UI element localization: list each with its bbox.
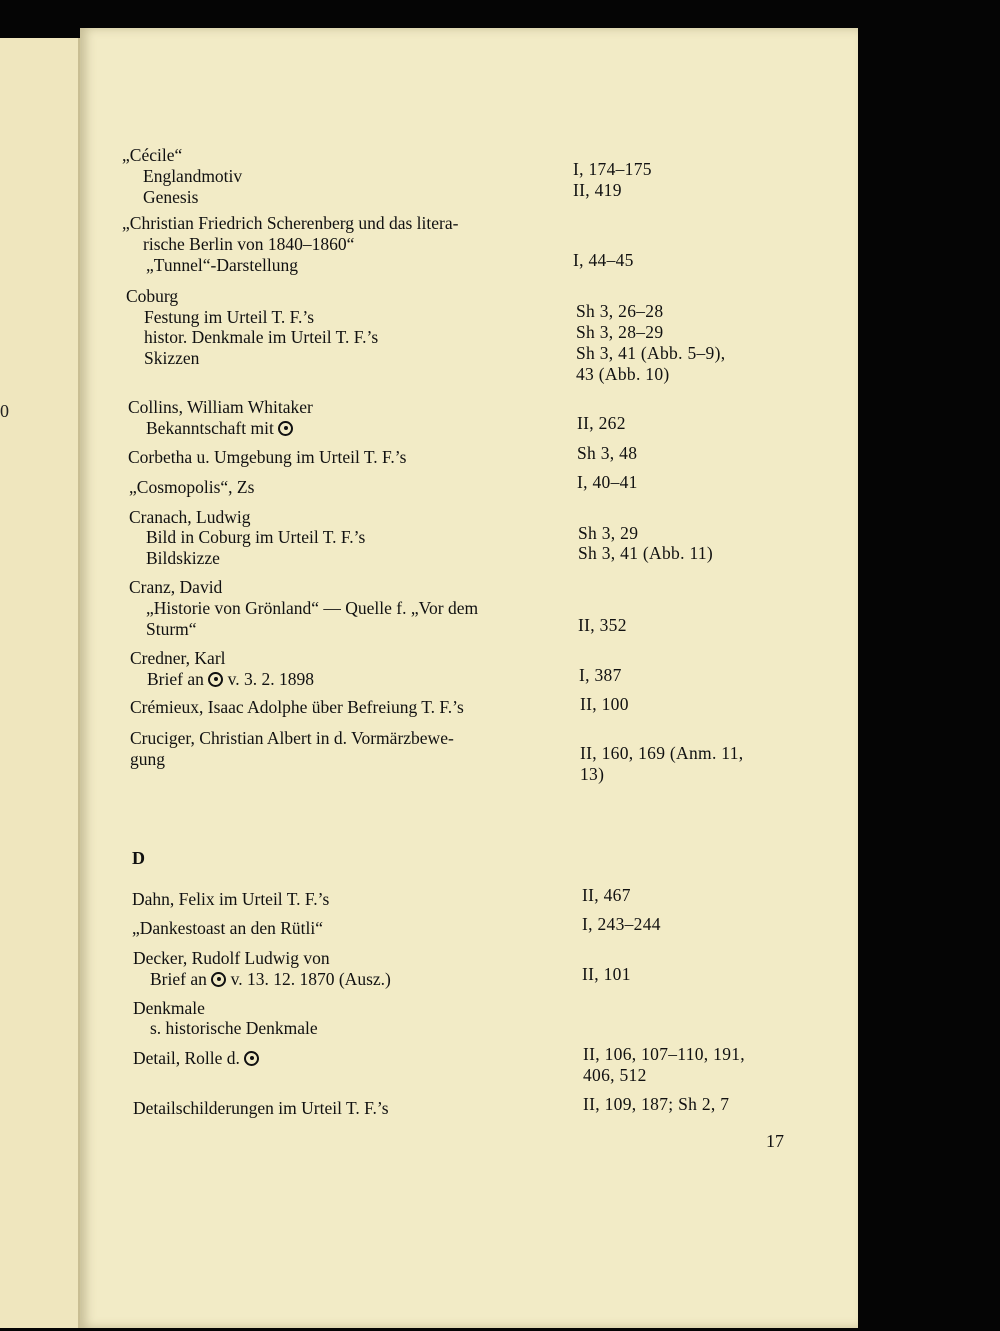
entry-reference: 43 (Abb. 10) bbox=[576, 364, 670, 384]
entry-reference: II, 100 bbox=[580, 694, 629, 714]
entry-heading: Detailschilderungen im Urteil T. F.’s bbox=[133, 1098, 389, 1118]
entry-heading: Denkmale bbox=[133, 998, 205, 1018]
entry-subline bbox=[150, 969, 391, 990]
entry-heading-text: Detail, Rolle d. bbox=[133, 1048, 240, 1068]
page-number: 17 bbox=[766, 1131, 784, 1151]
entry-subline: gung bbox=[130, 749, 165, 769]
entry-subline: Bild in Coburg im Urteil T. F.’s bbox=[146, 527, 366, 547]
entry-subline: „Historie von Grönland“ — Quelle f. „Vor dem bbox=[146, 598, 479, 618]
entry-reference: II, 160, 169 (Anm. 11, bbox=[580, 743, 744, 763]
entry-subline: Sturm“ bbox=[146, 619, 197, 639]
entry-subline bbox=[146, 418, 293, 439]
entry-reference: II, 101 bbox=[582, 964, 631, 984]
entry-subline-text: v. 3. 2. 1898 bbox=[227, 669, 314, 689]
entry-heading: „Christian Friedrich Scherenberg und das litera- bbox=[122, 213, 459, 233]
entry-reference: II, 262 bbox=[577, 413, 626, 433]
entry-subline: „Tunnel“-Darstellung bbox=[146, 255, 298, 275]
entry-subline: rische Berlin von 1840–1860“ bbox=[143, 234, 355, 254]
fontane-circle-icon bbox=[244, 1051, 259, 1066]
entry-heading: Dahn, Felix im Urteil T. F.’s bbox=[132, 889, 330, 909]
entry-subline bbox=[147, 669, 314, 690]
entry-heading: „Cosmopolis“, Zs bbox=[129, 477, 255, 497]
entry-reference: 406, 512 bbox=[583, 1065, 647, 1085]
entry-subline: Englandmotiv bbox=[143, 166, 243, 186]
fontane-circle-icon bbox=[278, 421, 293, 436]
section-letter-heading: D bbox=[132, 848, 145, 868]
entry-subline: Festung im Urteil T. F.’s bbox=[144, 307, 315, 327]
entry-reference: Sh 3, 48 bbox=[577, 443, 638, 463]
entry-subline: Genesis bbox=[143, 187, 199, 207]
entry-subline: histor. Denkmale im Urteil T. F.’s bbox=[144, 327, 379, 347]
entry-heading: Cranz, David bbox=[129, 577, 223, 597]
entry-subline-text: v. 13. 12. 1870 (Ausz.) bbox=[230, 969, 391, 989]
fontane-circle-icon bbox=[211, 972, 226, 987]
entry-reference: Sh 3, 41 (Abb. 5–9), bbox=[576, 343, 726, 363]
entry-heading: „Cécile“ bbox=[122, 145, 183, 165]
entry-reference: I, 40–41 bbox=[577, 472, 638, 492]
entry-reference: I, 243–244 bbox=[582, 914, 661, 934]
entry-reference: II, 109, 187; Sh 2, 7 bbox=[583, 1094, 730, 1114]
entry-reference: 13) bbox=[580, 764, 605, 784]
entry-reference: II, 106, 107–110, 191, bbox=[583, 1044, 745, 1064]
fontane-circle-icon bbox=[208, 672, 223, 687]
entry-heading: Cranach, Ludwig bbox=[129, 507, 251, 527]
entry-reference: Sh 3, 28–29 bbox=[576, 322, 664, 342]
entry-heading: „Dankestoast an den Rütli“ bbox=[132, 918, 323, 938]
entry-reference: Sh 3, 29 bbox=[578, 523, 639, 543]
entry-reference: I, 174–175 bbox=[573, 159, 652, 179]
entry-reference: Sh 3, 41 (Abb. 11) bbox=[578, 543, 714, 563]
entry-reference: II, 419 bbox=[573, 180, 622, 200]
entry-reference: I, 44–45 bbox=[573, 250, 634, 270]
entry-subline: s. historische Denkmale bbox=[150, 1018, 318, 1038]
entry-heading: Decker, Rudolf Ludwig von bbox=[133, 948, 330, 968]
index-page bbox=[80, 28, 858, 1328]
entry-subline: Bildskizze bbox=[146, 548, 220, 568]
entry-reference: I, 387 bbox=[579, 665, 622, 685]
entry-reference: II, 352 bbox=[578, 615, 627, 635]
facing-page-text: 0 bbox=[0, 401, 9, 421]
facing-page-edge bbox=[0, 38, 80, 1328]
entry-subline-text: Brief an bbox=[147, 669, 204, 689]
entry-heading: Coburg bbox=[126, 286, 179, 306]
entry-heading bbox=[133, 1048, 259, 1069]
entry-heading: Collins, William Whitaker bbox=[128, 397, 313, 417]
entry-reference: II, 467 bbox=[582, 885, 631, 905]
entry-subline-text: Bekanntschaft mit bbox=[146, 418, 274, 438]
entry-subline-text: Brief an bbox=[150, 969, 207, 989]
entry-reference: Sh 3, 26–28 bbox=[576, 301, 664, 321]
entry-heading: Corbetha u. Umgebung im Urteil T. F.’s bbox=[128, 447, 407, 467]
entry-subline: Skizzen bbox=[144, 348, 200, 368]
entry-heading: Cruciger, Christian Albert in d. Vormärzbewe- bbox=[130, 728, 454, 748]
entry-heading: Credner, Karl bbox=[130, 648, 226, 668]
entry-heading: Crémieux, Isaac Adolphe über Befreiung T. F.’s bbox=[130, 697, 464, 717]
